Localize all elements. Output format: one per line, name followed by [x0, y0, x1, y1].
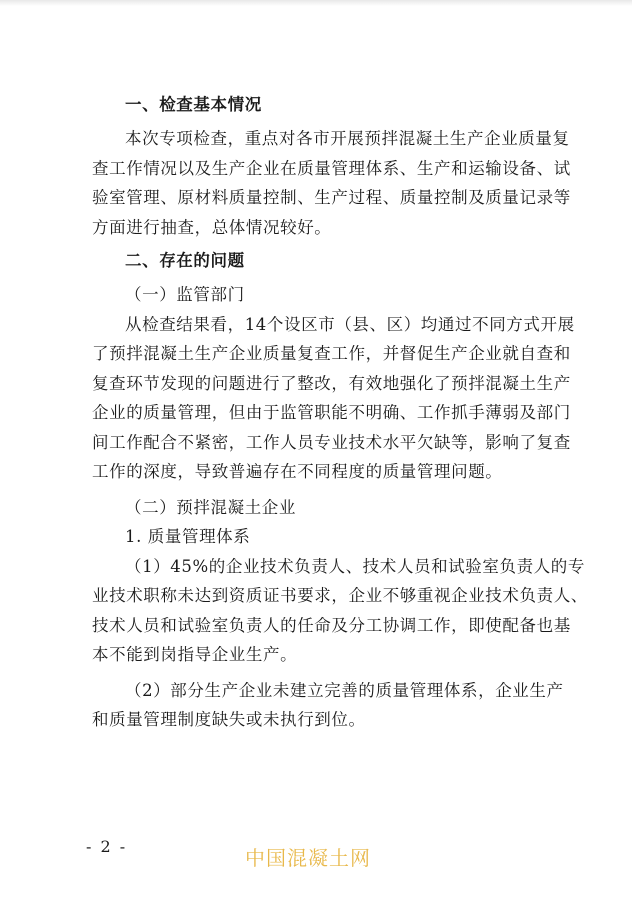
- paragraph-line: 复查环节发现的问题进行了整改，有效地强化了预拌混凝土生产: [92, 373, 571, 393]
- scan-edge: [0, 0, 632, 6]
- paragraph-line: 技术人员和试验室负责人的任命及分工协调工作，即使配备也基: [92, 615, 571, 635]
- paragraph-line: 从检查结果看，14个设区市（县、区）均通过不同方式开展: [125, 314, 575, 334]
- paragraph-line: 和质量管理制度缺失或未执行到位。: [92, 710, 366, 729]
- paragraph-line: 验室管理、原材料质量控制、生产过程、质量控制及质量记录等: [92, 188, 571, 207]
- watermark-text: 中国混凝土网: [245, 846, 371, 870]
- subsection-heading-regulators: （一）监管部门: [125, 285, 245, 304]
- paragraph-line: 了预拌混凝土生产企业质量复查工作，并督促生产企业就自查和: [92, 344, 571, 363]
- page-number: - 2 -: [86, 837, 128, 856]
- paragraph-line: 工作的深度，导致普遍存在不同程度的质量管理问题。: [92, 462, 503, 481]
- section-heading-problems: 二、存在的问题: [125, 251, 245, 270]
- document-body: [92, 86, 588, 735]
- subsection-heading-concrete-enterprises: （二）预拌混凝土企业: [125, 497, 296, 517]
- item-heading-quality-system: 1. 质量管理体系: [125, 527, 251, 546]
- paragraph-line: 企业的质量管理，但由于监管职能不明确、工作抓手薄弱及部门: [92, 403, 571, 422]
- paragraph-line: 本不能到岗指导企业生产。: [92, 645, 298, 664]
- paragraph-line: 业技术职称未达到资质证书要求，企业不够重视企业技术负责人、: [92, 586, 588, 605]
- paragraph-line: （2）部分生产企业未建立完善的质量管理体系，企业生产: [125, 680, 564, 700]
- paragraph-line: 查工作情况以及生产企业在质量管理体系、生产和运输设备、试: [92, 158, 571, 178]
- section-heading-basic-info: 一、检查基本情况: [125, 95, 262, 114]
- paragraph-line: （1）45%的企业技术负责人、技术人员和试验室负责人的专: [125, 556, 585, 576]
- paragraph-line: 本次专项检查，重点对各市开展预拌混凝土生产企业质量复: [125, 129, 570, 148]
- paragraph-line: 间工作配合不紧密，工作人员专业技术水平欠缺等，影响了复查: [92, 432, 571, 452]
- paragraph-line: 方面进行抽查，总体情况较好。: [92, 217, 332, 237]
